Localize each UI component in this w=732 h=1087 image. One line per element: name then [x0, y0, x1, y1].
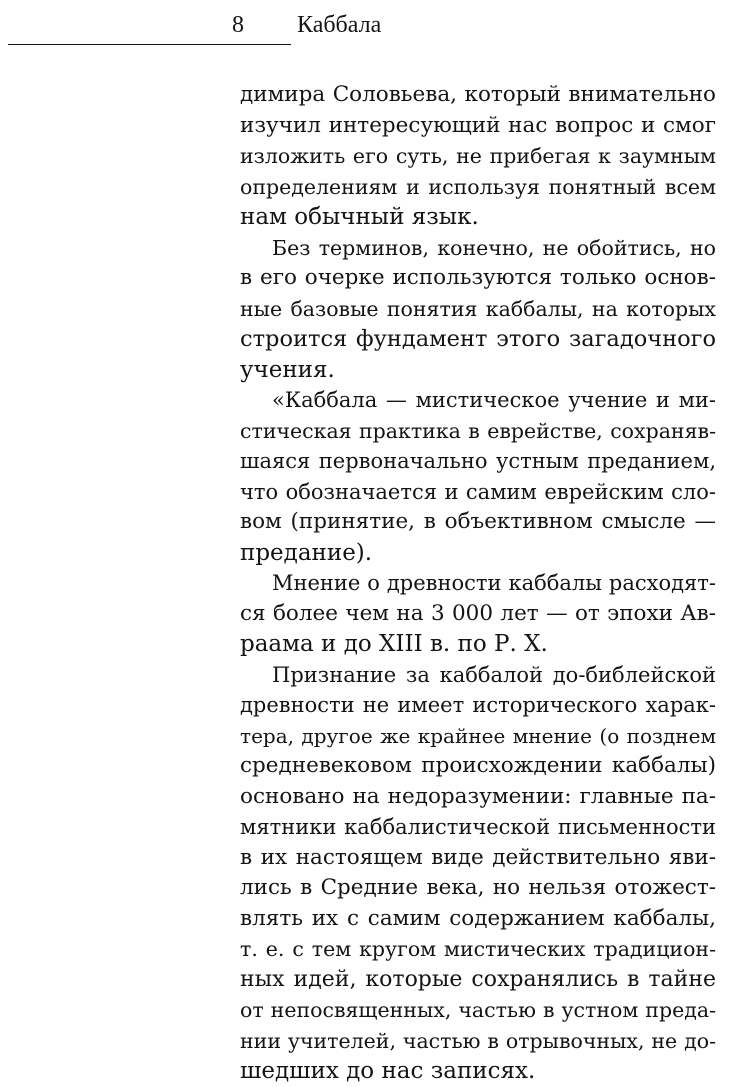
text-line: нам обычный язык. [240, 204, 479, 230]
text-line: основано на недоразумении: главные па- [240, 783, 716, 809]
body-text [240, 80, 716, 1087]
text-line: изучил интересующий нас вопрос и смог [240, 112, 716, 138]
running-title: Каббала [297, 12, 382, 38]
text-line: тера, другое же крайнее мнение (о позднем [240, 723, 716, 748]
text-line: стическая практика в еврействе, сохраняв- [240, 418, 716, 443]
text-line: влять их с самим содержанием каббалы, [240, 905, 716, 931]
text-line: в их настоящем виде действительно яви- [240, 844, 716, 870]
text-line: т. е. с тем кругом мистических традицион- [240, 937, 716, 961]
text-line: «Каббала — мистическое учение и ми- [272, 388, 716, 412]
text-line: изложить его суть, не прибегая к заумным [240, 144, 716, 168]
text-line: древности не имеет исторического харак- [240, 693, 716, 717]
text-line: предание). [240, 539, 373, 566]
running-header [0, 0, 732, 50]
text-line: ные базовые понятия каббалы, на которых [240, 296, 716, 321]
text-line: в его очерке используются только основ- [240, 265, 716, 290]
text-line: вом (принятие, в объективном смысле — [240, 509, 716, 534]
header-rule [8, 44, 291, 45]
text-line: от непосвященных, частью в устном преда- [240, 998, 716, 1022]
text-line: нии учителей, частью в отрывочных, не до- [240, 1028, 716, 1053]
text-line: определениям и используя понятный всем [240, 174, 716, 199]
text-line: средневековом происхождении каббалы) [240, 753, 716, 778]
text-line: ся более чем на 3 000 лет — от эпохи Ав- [240, 600, 716, 626]
page-number: 8 [232, 12, 244, 38]
text-line: Без терминов, конечно, не обойтись, но [272, 235, 716, 260]
text-line: Признание за каббалой до-библейской [272, 662, 716, 687]
text-line: лись в Средние века, но нельзя отожест- [240, 875, 716, 900]
text-line: димира Соловьева, который внимательно [240, 82, 716, 107]
text-line: учения. [240, 356, 335, 383]
text-line: строится фундамент этого загадочного [240, 326, 716, 352]
text-line: что обозначается и самим еврейским сло- [240, 479, 716, 504]
text-line: шедших до нас записях. [240, 1058, 536, 1084]
text-line: ных идей, которые сохранялись в тайне [240, 966, 716, 992]
text-line: мятники каббалистической письменности [240, 815, 716, 839]
text-line: шаяся первоначально устным преданием, [240, 449, 716, 473]
text-line: раама и до XIII в. по Р. Х. [240, 631, 548, 657]
text-line: Мнение о древности каббалы расходят- [272, 571, 716, 595]
